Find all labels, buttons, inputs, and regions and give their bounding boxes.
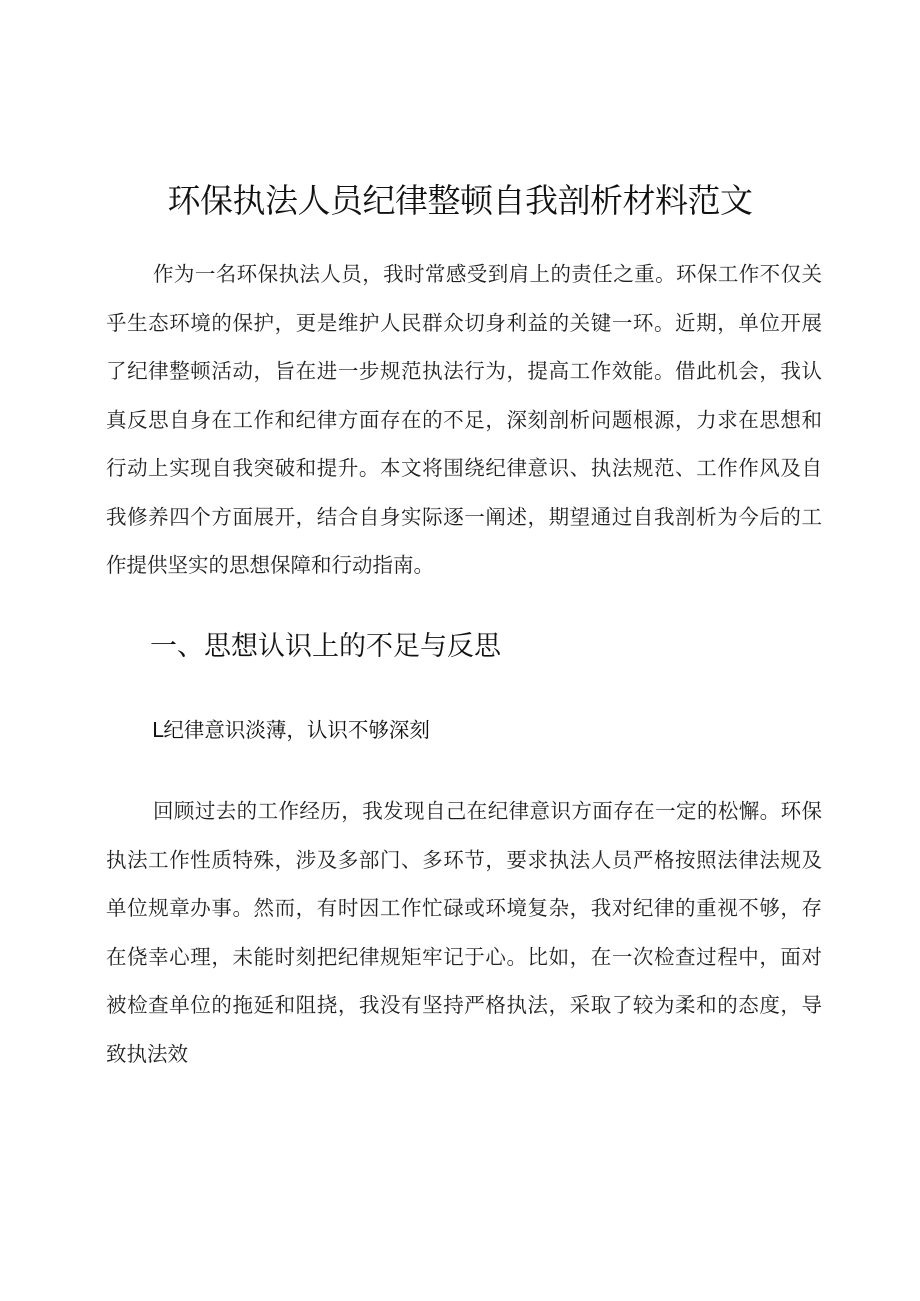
document-title: 环保执法人员纪律整顿自我剖析材料范文 — [167, 181, 753, 220]
section-heading: 一、思想认识上的不足与反思 — [150, 631, 501, 662]
subsection-heading: L纪律意识淡薄，认识不够深刻 — [152, 718, 430, 742]
intro-paragraph: 作为一名环保执法人员，我时常感受到肩上的责任之重。环保工作不仅关乎生态环境的保护，更是维护人民群众切身利益的关键一环。近期，单位开展了纪律整顿活动，旨在进一步规范执法行为，提高工作效能。借此机会，我认真反思自身在工作和纪律方面存在的不足，深刻剖析问题根源，力求在思想和行动上实现自我突破和提升。本文将围绕纪律意识、执法规范、工作作风及自我修养四个方面展开，结合自身实际逐一阐述，期望通过自我剖析为今后的工作提供坚实的思想保障和行动指南。 — [106, 262, 822, 577]
subsection-paragraph: 回顾过去的工作经历，我发现自己在纪律意识方面存在一定的松懈。环保执法工作性质特殊，涉及多部门、多环节，要求执法人员严格按照法律法规及单位规章办事。然而，有时因工作忙碌或环境复杂，我对纪律的重视不够，存在侥幸心理，未能时刻把纪律规矩牢记于心。比如，在一次检查过程中，面对被检查单位的拖延和阻挠，我没有坚持严格执法，采取了较为柔和的态度，导致执法效 — [106, 799, 822, 1066]
